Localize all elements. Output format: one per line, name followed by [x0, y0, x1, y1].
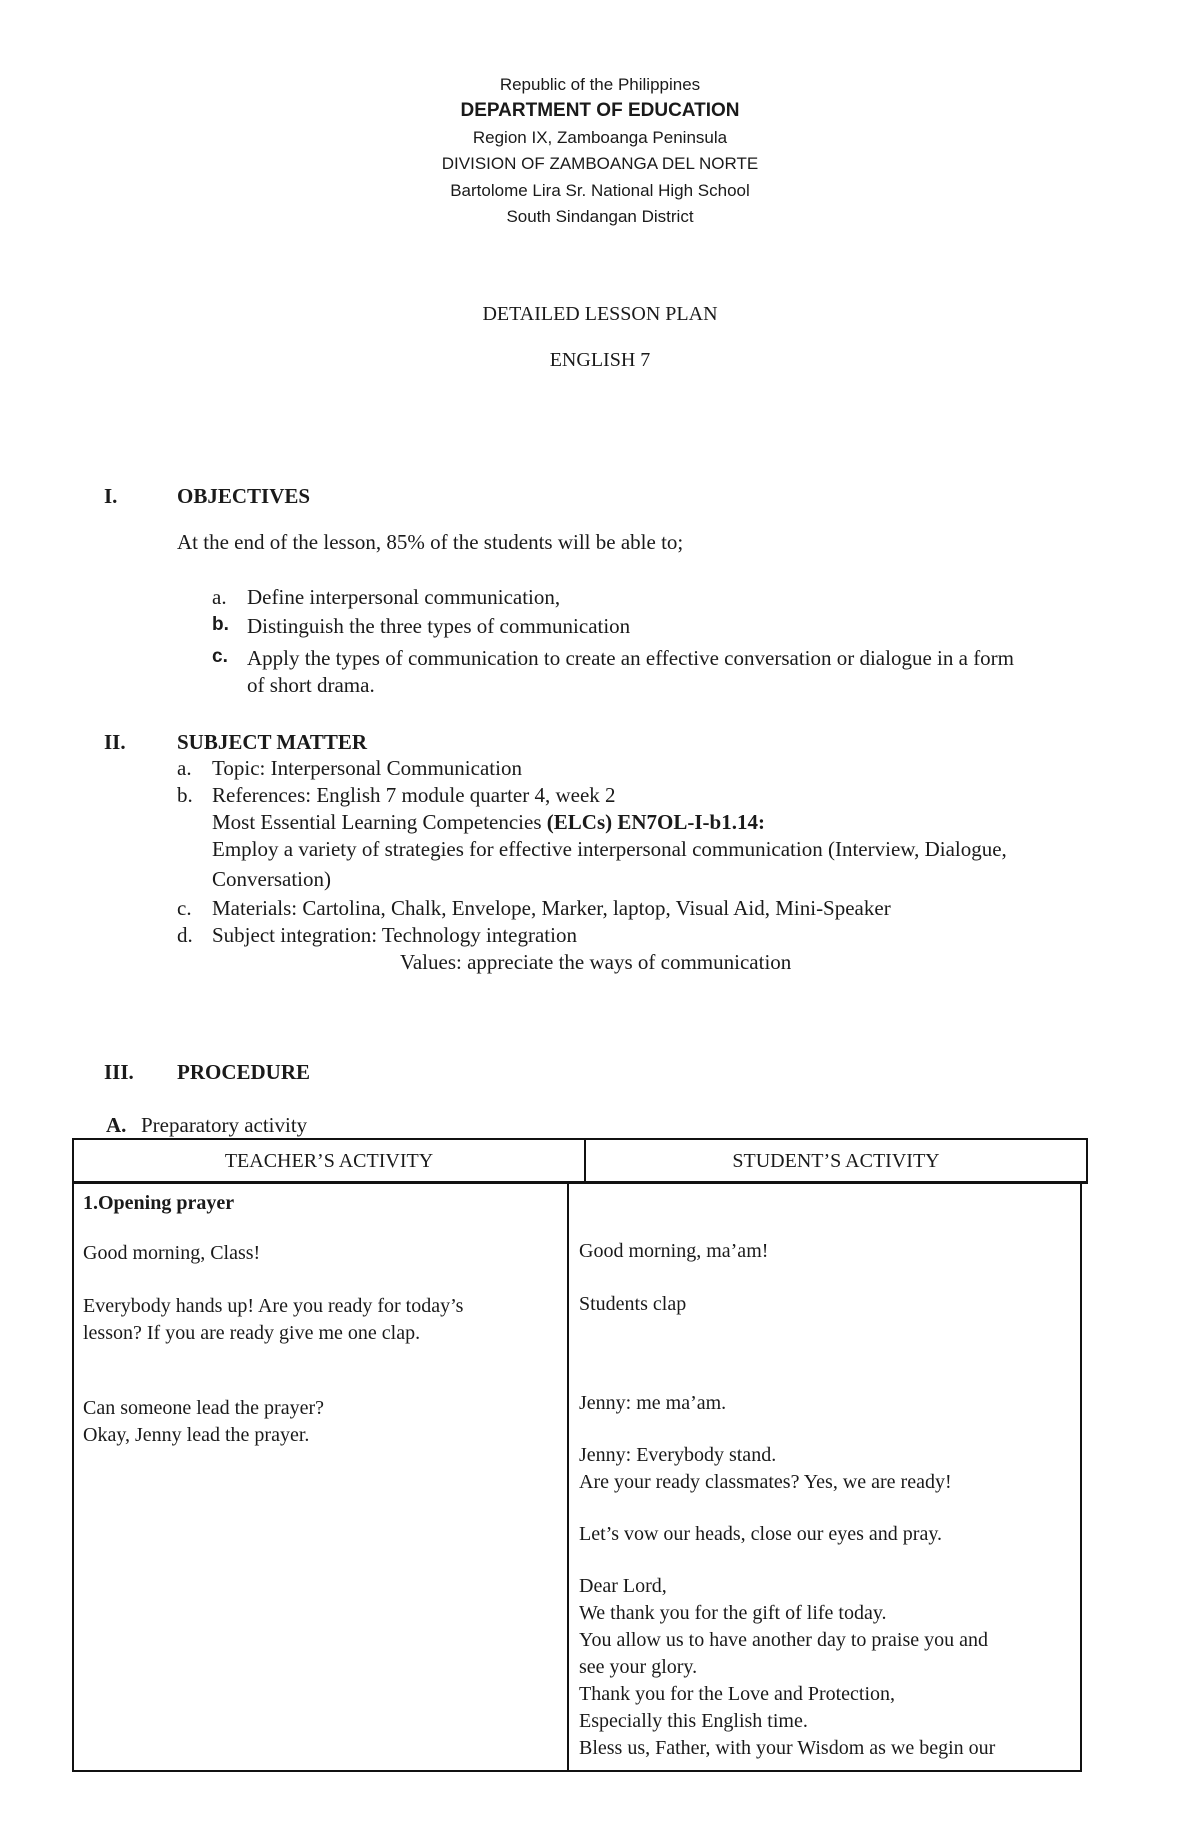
references-text: References: English 7 module quarter 4, week 2 — [212, 783, 616, 807]
values-text: Values: appreciate the ways of communication — [400, 950, 792, 974]
student-line: We thank you for the gift of life today. — [579, 1602, 887, 1624]
melc-description: Employ a variety of strategies for effective interpersonal communication (Interview, Dialogue, — [212, 837, 1007, 861]
objectives-numeral: I. — [104, 484, 118, 508]
integration-marker: d. — [177, 923, 193, 947]
activity-table-header — [72, 1138, 1088, 1184]
objective-b-text: Distinguish the three types of communication — [247, 614, 631, 638]
procedure-heading: PROCEDURE — [177, 1060, 311, 1084]
opening-prayer-title: 1.Opening prayer — [83, 1192, 235, 1214]
lesson-plan-title: DETAILED LESSON PLAN — [482, 303, 718, 325]
student-line: Dear Lord, — [579, 1575, 667, 1597]
melc-line — [212, 810, 765, 835]
procedure-numeral: III. — [104, 1060, 134, 1084]
header-department: DEPARTMENT OF EDUCATION — [460, 100, 740, 121]
objective-c-text: Apply the types of communication to create an effective conversation or dialogue in a form — [247, 646, 1015, 670]
header-school: Bartolome Lira Sr. National High School — [450, 181, 750, 200]
subject-matter-numeral: II. — [104, 730, 126, 754]
objective-a-marker: a. — [212, 585, 227, 609]
student-line: Jenny: Everybody stand. — [579, 1444, 777, 1466]
teacher-line: Can someone lead the prayer? — [83, 1397, 325, 1419]
student-line: Bless us, Father, with your Wisdom as we begin our — [579, 1737, 996, 1759]
objectives-heading: OBJECTIVES — [177, 484, 311, 508]
student-line: Especially this English time. — [579, 1710, 808, 1732]
teacher-activity-header: TEACHER’S ACTIVITY — [224, 1150, 434, 1172]
subject-matter-heading: SUBJECT MATTER — [177, 730, 368, 754]
student-line: Good morning, ma’am! — [579, 1240, 769, 1262]
subject-title: ENGLISH 7 — [549, 349, 651, 371]
header-district: South Sindangan District — [506, 207, 694, 226]
objective-a-text: Define interpersonal communication, — [247, 585, 561, 609]
student-line: Are your ready classmates? Yes, we are ready! — [579, 1471, 952, 1493]
header-region: Region IX, Zamboanga Peninsula — [472, 128, 728, 147]
teacher-line: Everybody hands up! Are you ready for today’s — [83, 1295, 464, 1317]
student-activity-header: STUDENT’S ACTIVITY — [732, 1150, 940, 1172]
topic-text: Topic: Interpersonal Communication — [212, 756, 522, 780]
materials-marker: c. — [177, 896, 192, 920]
materials-text: Materials: Cartolina, Chalk, Envelope, Marker, laptop, Visual Aid, Mini-Speaker — [212, 896, 891, 920]
student-line: You allow us to have another day to praise you and — [579, 1629, 989, 1651]
header-division: DIVISION OF ZAMBOANGA DEL NORTE — [441, 154, 759, 173]
objective-c-marker: c. — [212, 646, 228, 667]
student-line: see your glory. — [579, 1656, 698, 1678]
preparatory-marker: A. — [106, 1113, 127, 1137]
teacher-line: Okay, Jenny lead the prayer. — [83, 1424, 310, 1446]
melc-code: (ELCs) EN7OL-I-b1.14: — [546, 810, 765, 834]
topic-marker: a. — [177, 756, 192, 780]
preparatory-heading: Preparatory activity — [141, 1113, 308, 1137]
student-line: Thank you for the Love and Protection, — [579, 1683, 896, 1705]
student-line: Let’s vow our heads, close our eyes and pray. — [579, 1523, 943, 1545]
objective-b-marker: b. — [212, 614, 229, 635]
student-line: Students clap — [579, 1293, 687, 1315]
melc-description-cont: Conversation) — [212, 867, 331, 891]
body-divider — [567, 1183, 569, 1770]
teacher-line: lesson? If you are ready give me one clap. — [83, 1322, 421, 1344]
student-line: Jenny: me ma’am. — [579, 1392, 727, 1414]
objectives-intro: At the end of the lesson, 85% of the students will be able to; — [177, 530, 684, 554]
melc-prefix: Most Essential Learning Competencies — [212, 810, 547, 834]
objective-c-text-cont: of short drama. — [247, 673, 375, 697]
header-republic: Republic of the Philippines — [499, 75, 701, 94]
references-marker: b. — [177, 783, 193, 807]
teacher-line: Good morning, Class! — [83, 1242, 261, 1264]
integration-text: Subject integration: Technology integration — [212, 923, 577, 947]
activity-table-body — [72, 1183, 1082, 1772]
